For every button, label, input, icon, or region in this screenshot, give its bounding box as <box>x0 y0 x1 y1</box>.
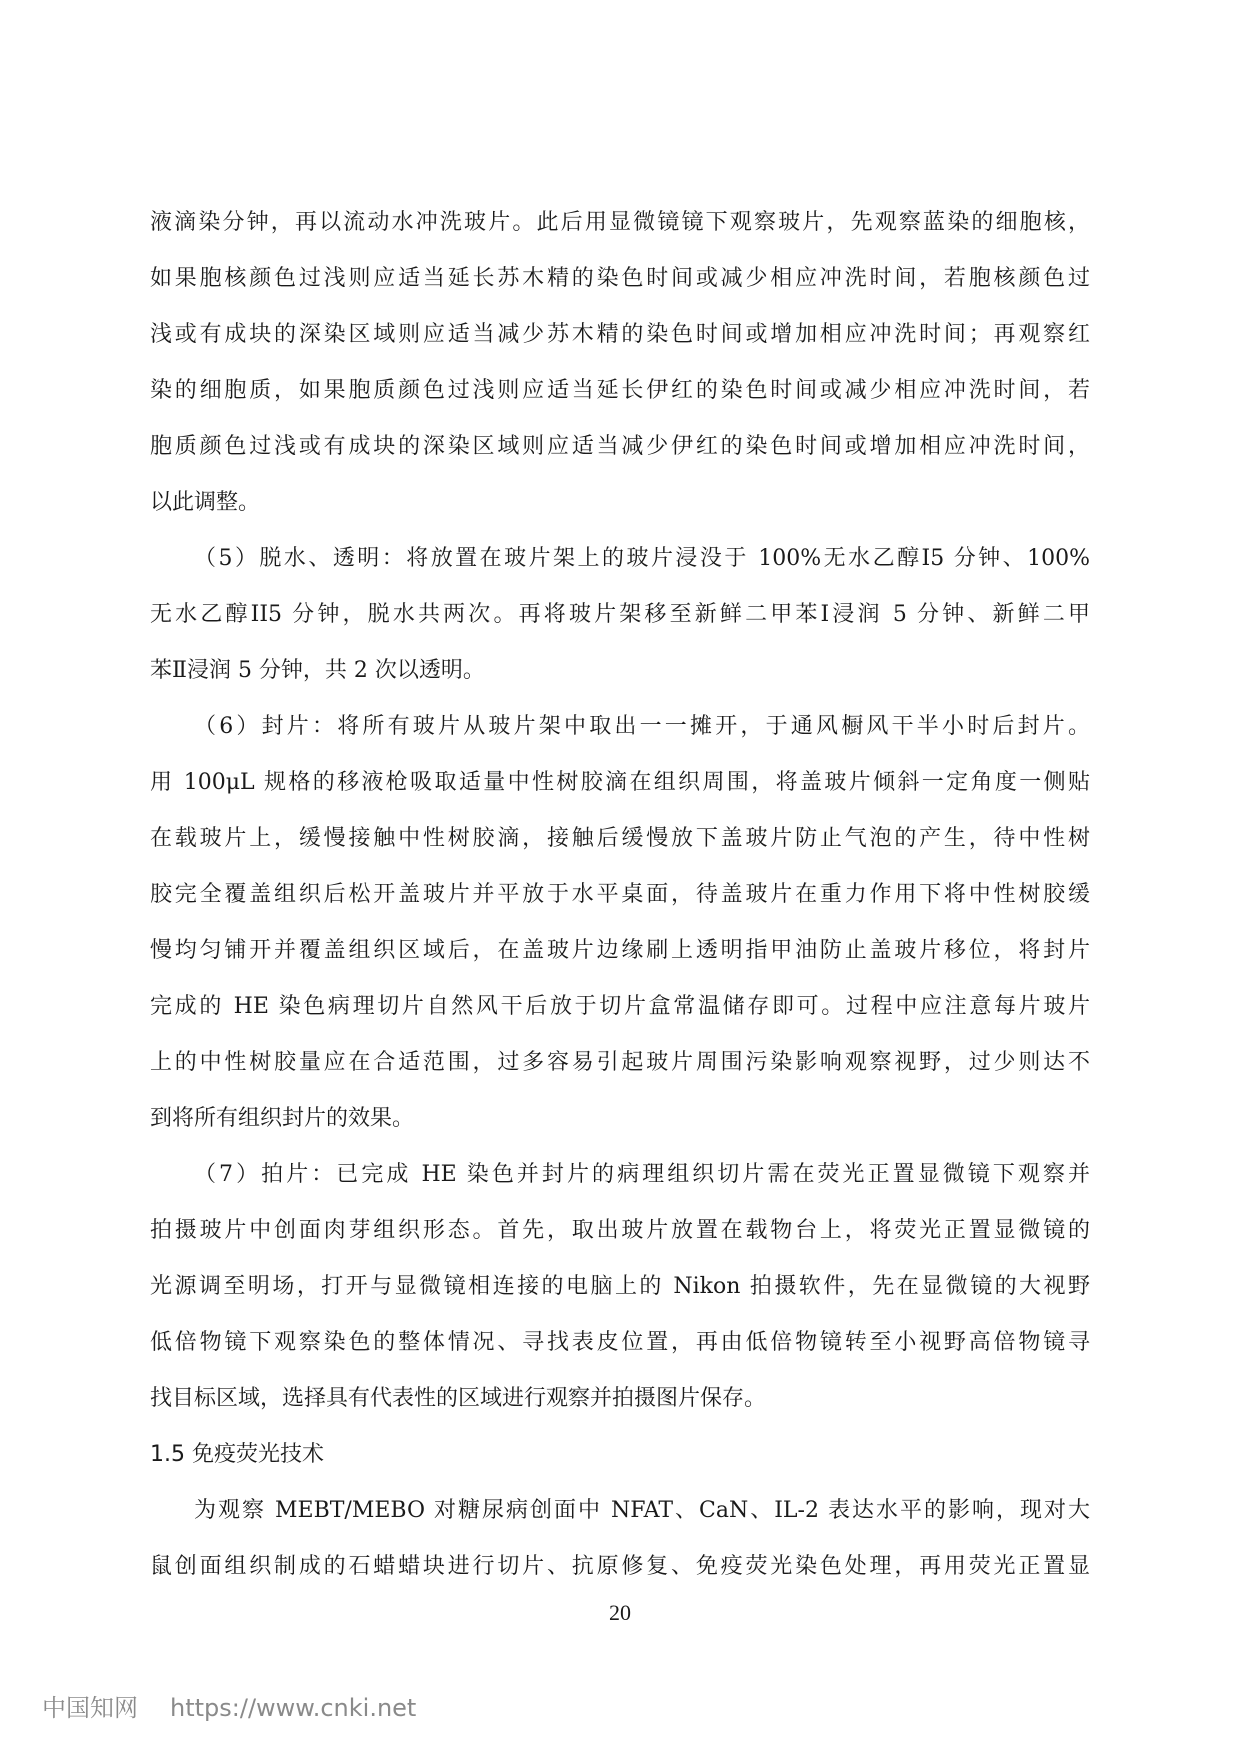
page-content <box>150 195 1090 1595</box>
page-number: 20 <box>609 1600 631 1625</box>
text-line: 低倍物镜下观察染色的整体情况、寻找表皮位置，再由低倍物镜转至小视野高倍物镜寻 <box>150 1330 1090 1355</box>
watermark-url[interactable]: https://www.cnki.net <box>170 1694 417 1722</box>
text-line: 如果胞核颜色过浅则应适当延长苏木精的染色时间或减少相应冲洗时间，若胞核颜色过 <box>150 266 1090 291</box>
text-line: 胶完全覆盖组织后松开盖玻片并平放于水平桌面，待盖玻片在重力作用下将中性树胶缓 <box>150 882 1090 907</box>
text-line: 鼠创面组织制成的石蜡蜡块进行切片、抗原修复、免疫荧光染色处理，再用荧光正置显 <box>150 1554 1090 1579</box>
watermark <box>42 1688 416 1723</box>
text-line: 液滴染分钟，再以流动水冲洗玻片。此后用显微镜镜下观察玻片，先观察蓝染的细胞核， <box>150 210 1090 235</box>
text-line: 染的细胞质，如果胞质颜色过浅则应适当延长伊红的染色时间或减少相应冲洗时间，若 <box>150 378 1090 403</box>
section-text <box>150 1483 1090 1595</box>
text-line: 找目标区域，选择具有代表性的区域进行观察并拍摄图片保存。 <box>150 1386 767 1411</box>
text-line: 为观察 MEBT/MEBO 对糖尿病创面中 NFAT、CaN、IL-2 表达水平的影响，现对大 <box>194 1498 1090 1523</box>
body-text <box>150 195 1090 1427</box>
text-line: （5）脱水、透明：将放置在玻片架上的玻片浸没于 100%无水乙醇I5 分钟、100% <box>194 546 1090 571</box>
text-line: 拍摄玻片中创面肉芽组织形态。首先，取出玻片放置在载物台上，将荧光正置显微镜的 <box>150 1218 1090 1243</box>
text-line: 胞质颜色过浅或有成块的深染区域则应适当减少伊红的染色时间或增加相应冲洗时间， <box>150 434 1090 459</box>
text-line: （7）拍片：已完成 HE 染色并封片的病理组织切片需在荧光正置显微镜下观察并 <box>194 1162 1090 1187</box>
text-line: 上的中性树胶量应在合适范围，过多容易引起玻片周围污染影响观察视野，过少则达不 <box>150 1050 1090 1075</box>
text-line: 无水乙醇II5 分钟，脱水共两次。再将玻片架移至新鲜二甲苯Ⅰ浸润 5 分钟、新鲜二甲 <box>150 602 1090 627</box>
text-line: 用 100μL 规格的移液枪吸取适量中性树胶滴在组织周围，将盖玻片倾斜一定角度一侧贴 <box>150 770 1090 795</box>
text-line: 浅或有成块的深染区域则应适当减少苏木精的染色时间或增加相应冲洗时间；再观察红 <box>150 322 1090 347</box>
watermark-brand: 中国知网 <box>42 1694 138 1722</box>
section-heading: 1.5 免疫荧光技术 <box>150 1442 324 1467</box>
text-line: 以此调整。 <box>150 490 261 515</box>
text-line: 慢均匀铺开并覆盖组织区域后，在盖玻片边缘刷上透明指甲油防止盖玻片移位，将封片 <box>150 938 1090 963</box>
text-line: 苯Ⅱ浸润 5 分钟，共 2 次以透明。 <box>150 658 485 683</box>
text-line: 完成的 HE 染色病理切片自然风干后放于切片盒常温储存即可。过程中应注意每片玻片 <box>150 994 1090 1019</box>
text-line: 光源调至明场，打开与显微镜相连接的电脑上的 Nikon 拍摄软件，先在显微镜的大视野 <box>150 1274 1090 1299</box>
text-line: 在载玻片上，缓慢接触中性树胶滴，接触后缓慢放下盖玻片防止气泡的产生，待中性树 <box>150 826 1090 851</box>
text-line: （6）封片：将所有玻片从玻片架中取出一一摊开，于通风橱风干半小时后封片。 <box>194 714 1090 739</box>
text-line: 到将所有组织封片的效果。 <box>150 1106 415 1131</box>
